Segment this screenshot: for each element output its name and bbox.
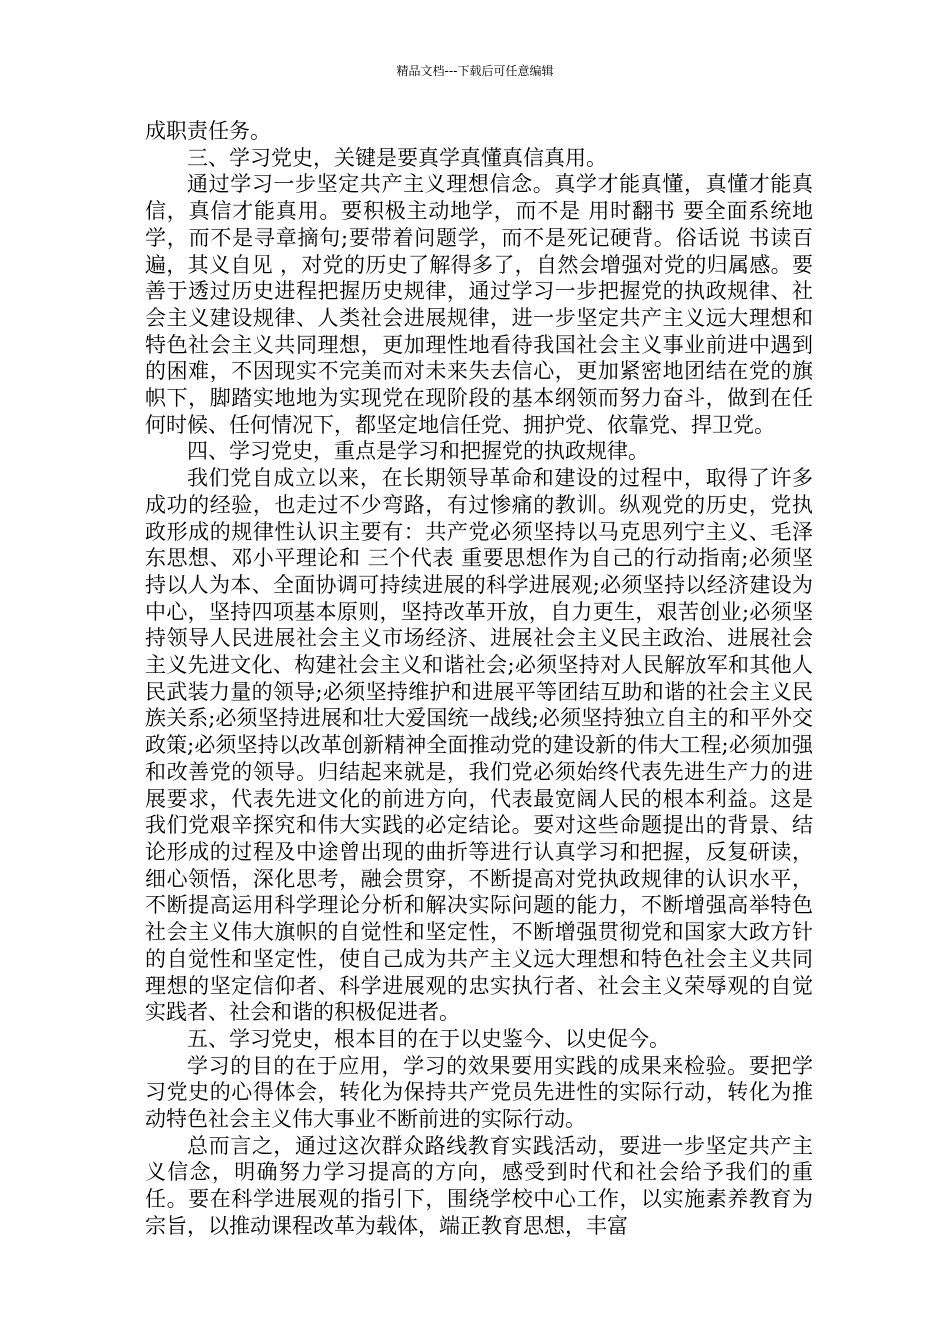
section-heading-4: 四、学习党史，重点是学习和把握党的执政规律。 <box>187 439 649 464</box>
paragraph-summary: 总而言之，通过这次群众路线教育实践活动，要进一步坚定共产主义信念，明确努力学习提高的方向，感受到时代和社会给予我们的重任。要在科学进展观的指引下，围绕学校中心工作，以实施素养教育为宗旨，以推动课程改革为载体，端正教育思想，丰富 <box>145 1133 813 1238</box>
paragraph: 我们党自成立以来，在长期领导革命和建设的过程中，取得了许多成功的经验，也走过不少弯路，有过惨痛的教训。纵观党的历史，党执政形成的规律性认识主要有：共产党必须坚持以马克思列宁主义、毛泽东思想、邓小平理论和 三个代表 重要思想作为自己的行动指南;必须坚持以人为本、全面协调可持续进展的科学进展观;必须坚持以经济建设为中心，坚持四项基本原则，坚持改革开放，自力更生，艰苦创业;必须坚持领导人民进展社会主义市场经济、进展社会主义民主政治、进展社会主义先进文化、构建社会主义和谐社会;必须坚持对人民解放军和其他人民武装力量的领导;必须坚持维护和进展平等团结互助和谐的社会主义民族关系;必须坚持进展和壮大爱国统一战线;必须坚持独立自主的和平外交政策;必须坚持以改革创新精神全面推动党的建设新的伟大工程;必须加强和改善党的领导。归结起来就是，我们党必须始终代表先进生产力的进展要求，代表先进文化的前进方向，代表最宽阔人民的根本利益。这是我们党艰辛探究和伟大实践的必定结论。要对这些命题提出的背景、结论形成的过程及中途曾出现的曲折等进行认真学习和把握，反复研读，细心领悟，深化思考，融会贯穿，不断提高对党执政规律的认识水平，不断提高运用科学理论分析和解决实际问题的能力，不断增强高举特色社会主义伟大旗帜的自觉性和坚定性，不断增强贯彻党和国家大政方针的自觉性和坚定性，使自己成为共产主义远大理想和特色社会主义共同理想的坚定信仰者、科学进展观的忠实执行者、社会主义荣辱观的自觉实践者、社会和谐的积极促进者。 <box>145 466 813 1025</box>
document-body <box>145 118 813 1240</box>
paragraph: 通过学习一步坚定共产主义理想信念。真学才能真懂，真懂才能真信，真信才能真用。要积极主动地学，而不是 用时翻书 要全面系统地学，而不是寻章摘句;要带着问题学，而不是死记硬背。俗话说 书读百遍，其义自见 ，对党的历史了解得多了，自然会增强对党的归属感。要善于透过历史进程把握历史规律，通过学习一步把握党的执政规律、社会主义建设规律、人类社会进展规律，进一步坚定共产主义远大理想和特色社会主义共同理想，更加理性地看待我国社会主义事业前进中遇到的困难，不因现实不完美而对未来失去信心，更加紧密地团结在党的旗帜下，脚踏实地地为实现党在现阶段的基本纲领而努力奋斗，做到在任何时候、任何情况下，都坚定地信任党、拥护党、依靠党、捍卫党。 <box>145 172 813 437</box>
paragraph-continuation: 成职责任务。 <box>145 119 271 143</box>
section-heading-3: 三、学习党史，关键是要真学真懂真信真用。 <box>187 145 607 170</box>
section-heading-5: 五、学习党史，根本目的在于以史鉴今、以史促今。 <box>187 1026 670 1051</box>
page-header: 精品文档---下载后可任意编辑 <box>396 64 554 78</box>
paragraph: 学习的目的在于应用，学习的效果要用实践的成果来检验。要把学习党史的心得体会，转化为保持共产党员先进性的实际行动，转化为推动特色社会主义伟大事业不断前进的实际行动。 <box>145 1053 813 1132</box>
